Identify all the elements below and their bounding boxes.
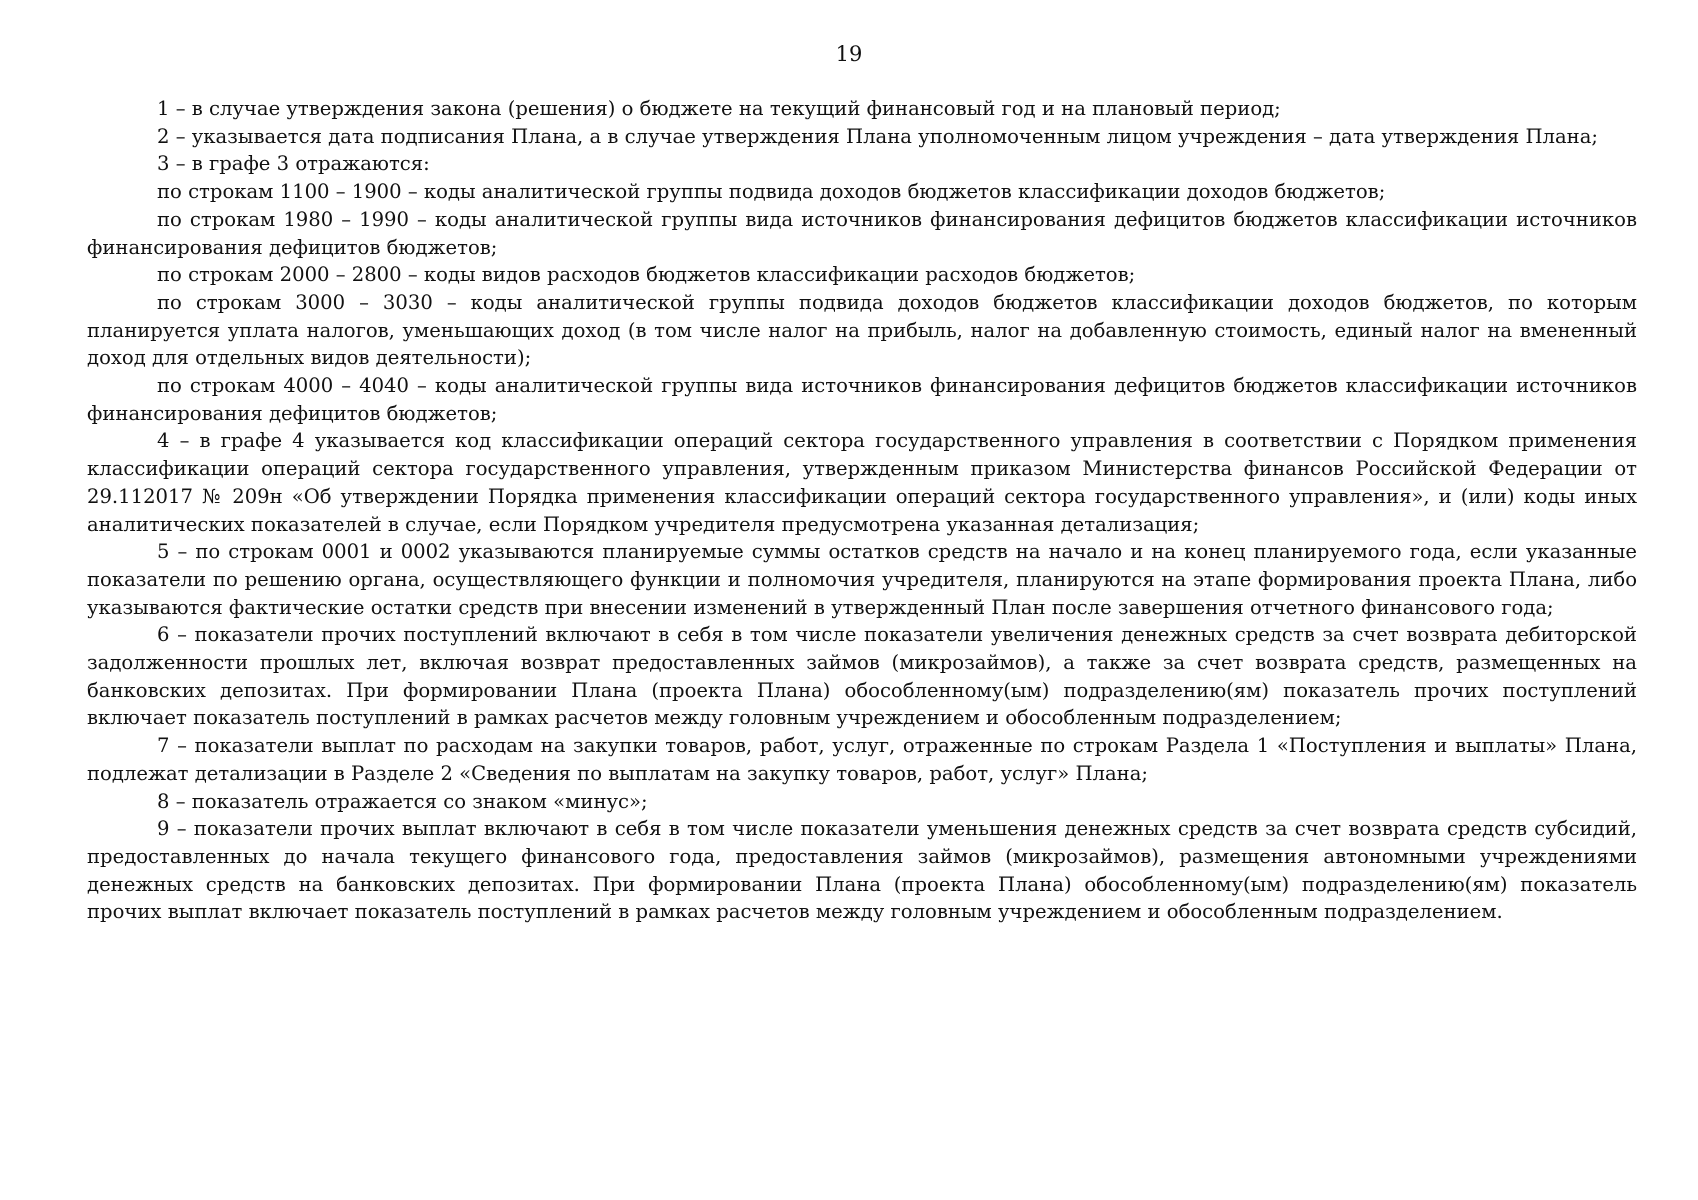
footnote-9: 9 – показатели прочих выплат включают в себя в том числе показатели уменьшения денежных средств за счет возврата средств субсидий, предоставленных до начала текущего финансового года, предоставления займов (микрозаймов), размещения автономными учреждениями денежных средств на банковских депозитах. При формировании Плана (проекта Плана) обособленному(ым) подразделению(ям) показатель прочих выплат включает показатель поступлений в рамках расчетов между головным учреждением и обособленным подразделением.: [87, 817, 1637, 924]
footnotes-block: [87, 95, 1637, 926]
footnote-3-rows-1980-1990: по строкам 1980 – 1990 – коды аналитической группы вида источников финансирования дефицитов бюджетов классификации источников финансирования дефицитов бюджетов;: [87, 207, 1637, 259]
footnote-3-rows-2000-2800: по строкам 2000 – 2800 – коды видов расходов бюджетов классификации расходов бюджетов;: [157, 263, 1136, 287]
footnote-1: 1 – в случае утверждения закона (решения) о бюджете на текущий финансовый год и на плановый период;: [157, 97, 1281, 120]
page-number: 19: [835, 42, 863, 66]
footnote-4: 4 – в графе 4 указывается код классификации операций сектора государственного управления в соответствии с Порядком применения классификации операций сектора государственного управления, утвержденным приказом Министерства финансов Российской Федерации от 29.112017 № 209н «Об утверждении Порядка применения классификации операций сектора государственного управления», и (или) коды иных аналитических показателей в случае, если Порядком учредителя предусмотрена указанная детализация;: [87, 429, 1637, 536]
footnote-8: 8 – показатель отражается со знаком «минус»;: [157, 789, 648, 813]
footnote-2: 2 – указывается дата подписания Плана, а в случае утверждения Плана уполномоченным лицом учреждения – дата утверждения Плана;: [157, 124, 1599, 148]
footnote-7: 7 – показатели выплат по расходам на закупки товаров, работ, услуг, отраженные по строкам Раздела 1 «Поступления и выплаты» Плана, подлежат детализации в Разделе 2 «Сведения по выплатам на закупку товаров, работ, услуг» Плана;: [87, 734, 1637, 785]
footnote-3-rows-1100-1900: по строкам 1100 – 1900 – коды аналитической группы подвида доходов бюджетов классификации доходов бюджетов;: [157, 180, 1386, 204]
footnote-3-rows-3000-3030: по строкам 3000 – 3030 – коды аналитической группы подвида доходов бюджетов классификации доходов бюджетов, по которым планируется уплата налогов, уменьшающих доход (в том числе налог на прибыль, налог на добавленную стоимость, единый налог на вмененный доход для отдельных видов деятельности);: [87, 290, 1637, 370]
footnote-6: 6 – показатели прочих поступлений включают в себя в том числе показатели увеличения денежных средств за счет возврата дебиторской задолженности прошлых лет, включая возврат предоставленных займов (микрозаймов), а также за счет возврата средств, размещенных на банковских депозитах. При формировании Плана (проекта Плана) обособленному(ым) подразделению(ям) показатель прочих поступлений включает показатель поступлений в рамках расчетов между головным учреждением и обособленным подразделением;: [87, 623, 1637, 730]
footnote-5: 5 – по строкам 0001 и 0002 указываются планируемые суммы остатков средств на начало и на конец планируемого года, если указанные показатели по решению органа, осуществляющего функции и полномочия учредителя, планируются на этапе формирования проекта Плана, либо указываются фактические остатки средств при внесении изменений в утвержденный План после завершения отчетного финансового года;: [87, 540, 1637, 619]
footnote-3: 3 – в графе 3 отражаются:: [157, 152, 430, 176]
footnote-3-rows-4000-4040: по строкам 4000 – 4040 – коды аналитической группы вида источников финансирования дефицитов бюджетов классификации источников финансирования дефицитов бюджетов;: [87, 374, 1637, 425]
